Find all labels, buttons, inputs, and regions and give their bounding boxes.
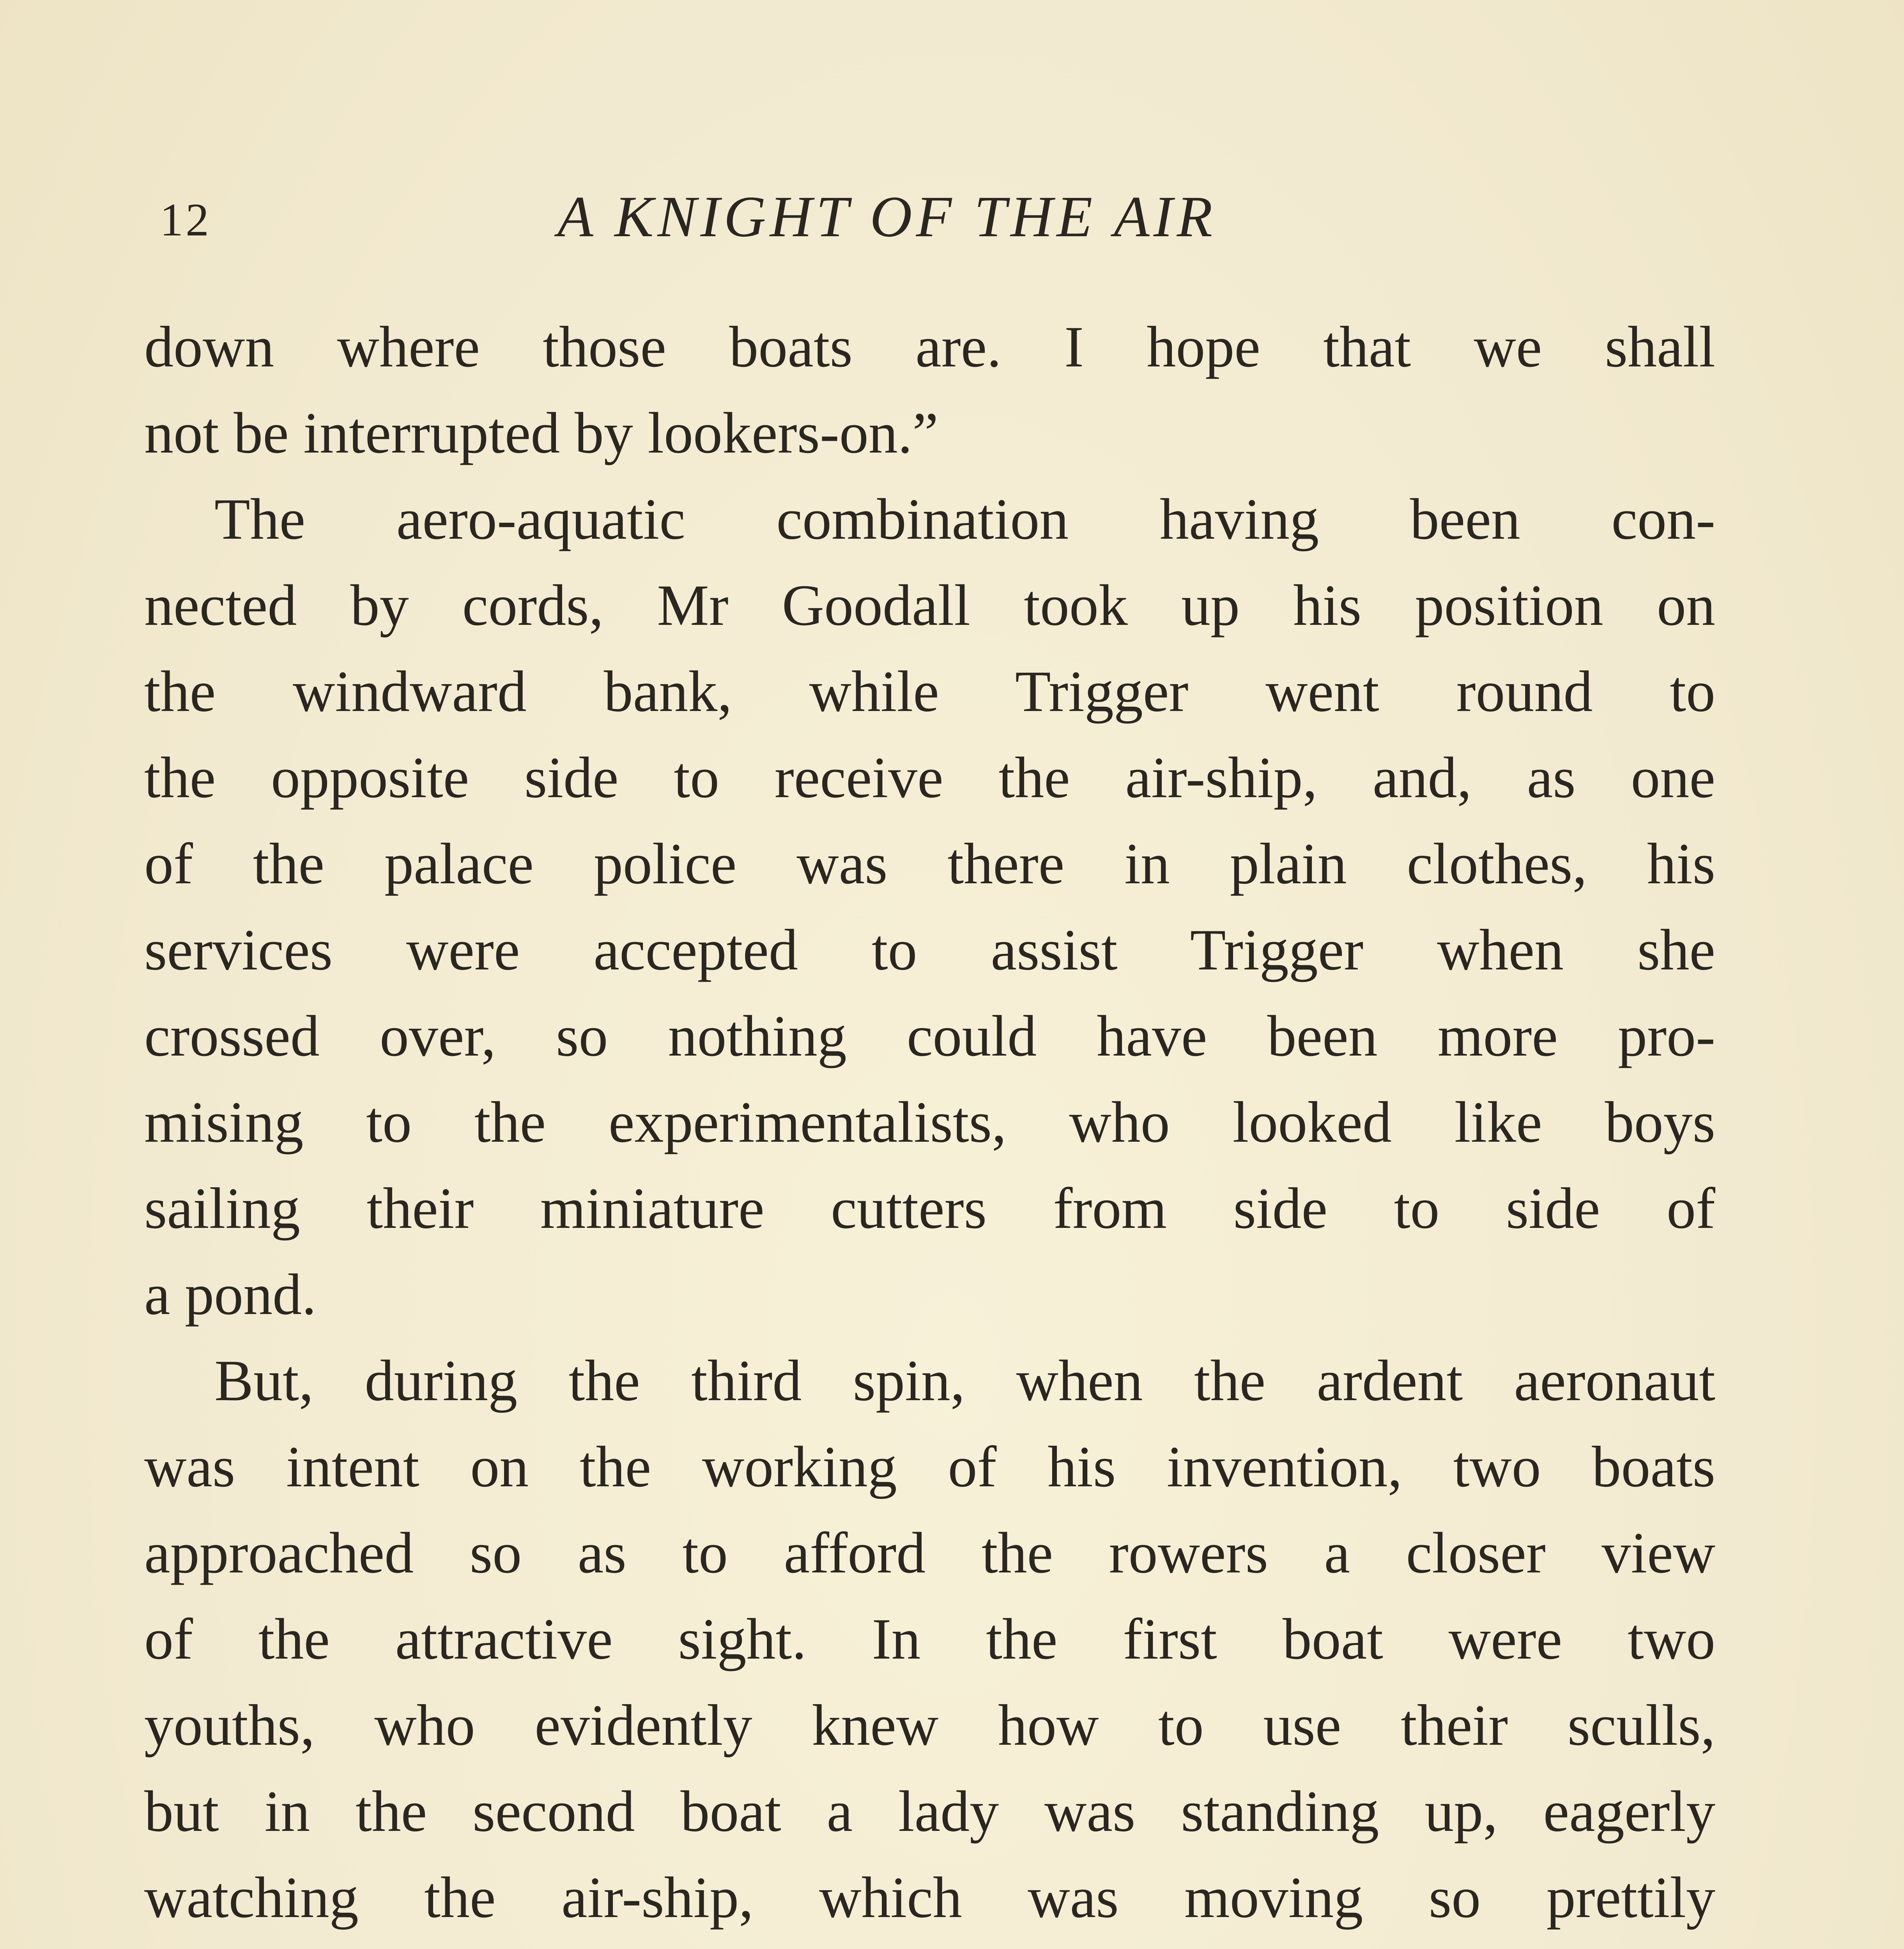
text-line: but in the second boat a lady was standing up, eagerly: [144, 1779, 1715, 1844]
text-line: the windward bank, while Trigger went round to: [144, 659, 1715, 724]
text-line: watching the air-ship, which was moving so prettily: [144, 1865, 1715, 1930]
text-line: [144, 1941, 1715, 1949]
text-line: of the attractive sight. In the first boat were two: [144, 1607, 1715, 1671]
text-line: a pond.: [144, 1262, 317, 1327]
text-line: services were accepted to assist Trigger when she: [144, 918, 1715, 982]
text-line: But, during the third spin, when the ardent aeronaut: [214, 1348, 1715, 1413]
text-line: The aero-aquatic combination having been con-: [214, 487, 1715, 552]
paragraph: [144, 476, 1715, 1338]
text-line: not be interrupted by lookers-on.”: [144, 401, 938, 465]
page-number: 12: [160, 194, 211, 246]
text-line: was intent on the working of his invention, two boats: [144, 1434, 1715, 1499]
text-line: crossed over, so nothing could have been more pro-: [144, 1004, 1715, 1068]
paragraph: [144, 1338, 1715, 1949]
running-title: A KNIGHT OF THE AIR: [557, 184, 1217, 249]
text-line: sailing their miniature cutters from side to side of: [144, 1176, 1715, 1241]
text-line: down where those boats are. I hope that we shall: [144, 315, 1715, 379]
text-line: youths, who evidently knew how to use their sculls,: [144, 1693, 1715, 1758]
body-text: [144, 304, 1715, 1949]
paragraph: [144, 304, 1715, 476]
text-line: of the palace police was there in plain clothes, his: [144, 831, 1715, 896]
text-line: approached so as to afford the rowers a closer view: [144, 1521, 1715, 1585]
text-line: nected by cords, Mr Goodall took up his position on: [144, 573, 1715, 638]
text-line: the opposite side to receive the air-ship, and, as one: [144, 745, 1715, 810]
text-line: mising to the experimentalists, who looked like boys: [144, 1090, 1715, 1155]
page-header: [144, 172, 1715, 249]
